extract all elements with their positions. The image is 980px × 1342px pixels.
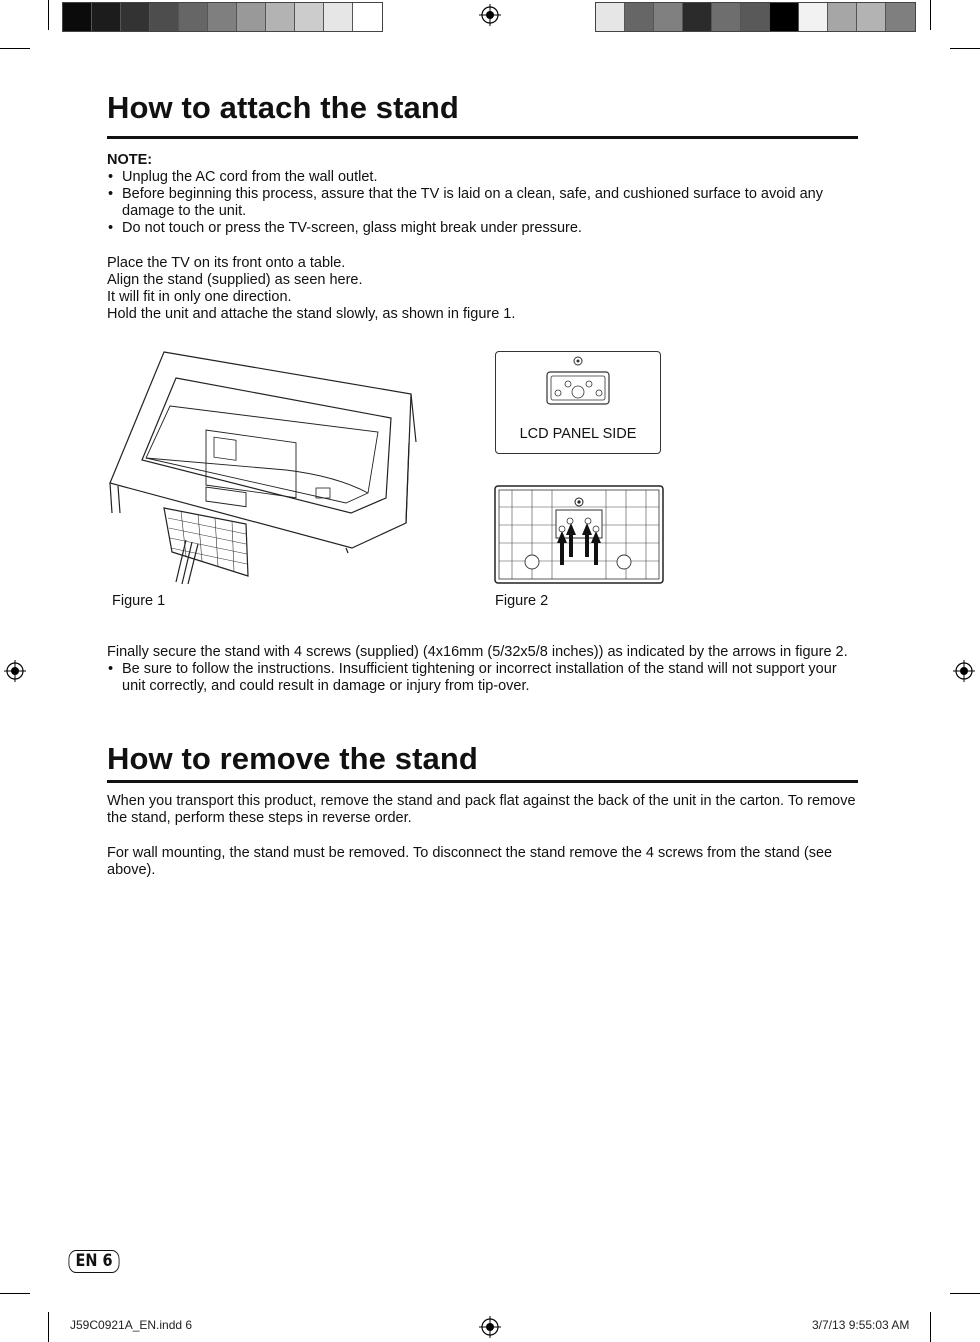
color-swatch	[295, 3, 324, 31]
secure-text: Finally secure the stand with 4 screws (supplied) (4x16mm (5/32x5/8 inches)) as indicated by the arrows in figure 2.	[107, 644, 848, 660]
color-swatch	[92, 3, 121, 31]
page-number-badge: EN 6	[69, 1250, 120, 1273]
crop-mark	[950, 48, 980, 49]
step-line: Hold the unit and attache the stand slowly, as shown in figure 1.	[107, 306, 516, 322]
note-item: • Unplug the AC cord from the wall outlet.	[107, 169, 857, 186]
color-swatch	[857, 3, 886, 31]
secure-warning-list	[107, 661, 857, 695]
note-label: NOTE:	[107, 152, 153, 168]
remove-title: How to remove the stand	[107, 741, 478, 776]
color-swatch	[150, 3, 179, 31]
figure-1-caption: Figure 1	[112, 593, 166, 609]
note-item: • Before beginning this process, assure that the TV is laid on a clean, safe, and cushioned surface to avoid any damage to the unit.	[107, 186, 857, 220]
color-swatch	[237, 3, 266, 31]
color-swatch	[596, 3, 625, 31]
color-swatch	[683, 3, 712, 31]
remove-para-1: When you transport this product, remove the stand and pack flat against the back of the unit in the carton. To remove the stand, perform these steps in reverse order.	[107, 793, 856, 826]
color-swatch	[324, 3, 353, 31]
color-swatch	[179, 3, 208, 31]
title-rule	[107, 136, 858, 139]
step-block	[107, 255, 857, 323]
note-item: • Do not touch or press the TV-screen, glass might break under pressure.	[107, 220, 857, 237]
note-list	[107, 169, 857, 237]
color-swatch	[886, 3, 915, 31]
registration-mark-icon	[4, 660, 26, 682]
crop-mark	[930, 0, 931, 30]
color-bar-left	[62, 2, 383, 32]
registration-mark-icon	[479, 4, 501, 26]
title-rule	[107, 780, 858, 783]
lcd-panel-label: LCD PANEL SIDE	[519, 426, 637, 442]
figure-1-illustration	[106, 348, 426, 588]
color-swatch	[121, 3, 150, 31]
secure-block	[107, 644, 857, 695]
file-slug: J59C0921A_EN.indd 6	[70, 1318, 193, 1332]
crop-mark	[930, 1312, 931, 1342]
color-bar-right	[595, 2, 916, 32]
color-swatch	[654, 3, 683, 31]
crop-mark	[48, 1312, 49, 1342]
registration-mark-icon	[479, 1316, 501, 1338]
color-swatch	[353, 3, 382, 31]
color-swatch	[625, 3, 654, 31]
color-swatch	[770, 3, 799, 31]
color-swatch	[63, 3, 92, 31]
figure-2-illustration	[494, 485, 664, 585]
color-swatch	[741, 3, 770, 31]
print-timestamp: 3/7/13 9:55:03 AM	[812, 1318, 910, 1332]
lcd-panel-side-figure	[495, 351, 661, 454]
step-line: Place the TV on its front onto a table.	[107, 255, 346, 271]
color-swatch	[208, 3, 237, 31]
color-swatch	[712, 3, 741, 31]
note-block	[107, 152, 857, 237]
color-swatch	[828, 3, 857, 31]
step-line: It will fit in only one direction.	[107, 289, 292, 305]
crop-mark	[0, 1293, 30, 1294]
color-swatch	[799, 3, 828, 31]
color-swatch	[266, 3, 295, 31]
secure-warning: • Be sure to follow the instructions. Insufficient tightening or incorrect installation of the stand will not support your unit correctly, and could result in damage or injury from tip-over.	[107, 661, 857, 695]
step-line: Align the stand (supplied) as seen here.	[107, 272, 363, 288]
crop-mark	[48, 0, 49, 30]
registration-mark-icon	[953, 660, 975, 682]
lcd-panel-mount-illustration	[496, 352, 659, 422]
figure-2-caption: Figure 2	[495, 593, 549, 609]
crop-mark	[950, 1293, 980, 1294]
remove-para-2: For wall mounting, the stand must be removed. To disconnect the stand remove the 4 screws from the stand (see above).	[107, 845, 833, 878]
attach-title: How to attach the stand	[107, 90, 459, 125]
crop-mark	[0, 48, 30, 49]
